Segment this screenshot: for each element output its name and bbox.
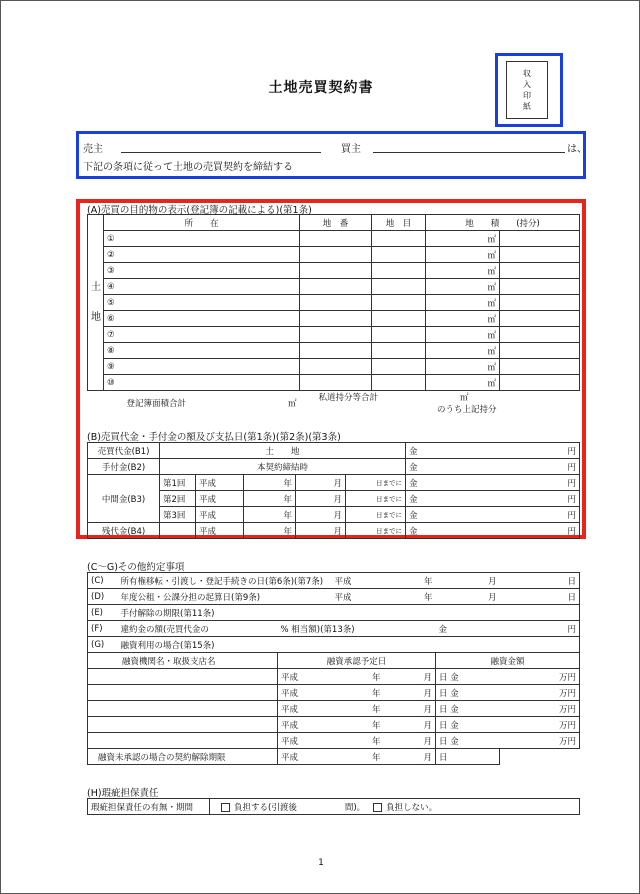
buyer-name-field[interactable] [373, 152, 565, 153]
revenue-stamp-box [506, 61, 548, 119]
deposit-row: 手付金(B2) 本契約締結時 金 円 [88, 459, 580, 475]
buyer-label: 買主 [341, 144, 361, 155]
section-a-heading: (A)売買の目的物の表示(登記簿の記載による)(第1条) [87, 205, 312, 216]
land-row: ⑧ ㎡ [88, 343, 580, 359]
loan-row: 平成 年 月 日 金 万円 [88, 685, 580, 701]
col-land-category: 地 目 [372, 215, 426, 231]
row-e: (E) 手付解除の期限(第11条) [88, 605, 580, 621]
stamp-char: 印 [523, 91, 531, 100]
loan-row: 平成 年 月 日 金 万円 [88, 733, 580, 749]
land-row: ④ ㎡ [88, 279, 580, 295]
balance-row: 残代金(B4) 平成 年 月 日までに 金 円 [88, 523, 580, 539]
stamp-char: 紙 [523, 102, 531, 111]
land-row: ② ㎡ [88, 247, 580, 263]
warranty-row: 瑕疵担保責任の有無・期間 負担する(引渡後 間)。 負担しない。 [88, 799, 580, 815]
loan-row: 平成 年 月 日 金 万円 [88, 717, 580, 733]
section-b-heading: (B)売買代金・手付金の額及び支払日(第1条)(第2条)(第3条) [87, 432, 341, 443]
warranty-no-checkbox[interactable] [373, 803, 382, 812]
seller-name-field[interactable] [121, 152, 321, 153]
section-h-table [87, 798, 579, 815]
land-row: ⑩ ㎡ [88, 375, 580, 391]
row-f: (F) 違約金の額(売買代金の % 相当額)(第13条) 金 円 [88, 621, 580, 637]
row-c: (C) 所有権移転・引渡し・登記手続きの日(第6条)(第7条) 平成 年 月 日 [88, 573, 580, 589]
section-h-heading: (H)瑕疵担保責任 [87, 788, 159, 799]
page-number: 1 [318, 858, 324, 868]
interim-row: 第3回 平成 年 月 日までに 金 円 [88, 507, 580, 523]
section-cg-table [87, 572, 579, 765]
parties-particle: は、 [567, 144, 587, 155]
land-row: ⑤ ㎡ [88, 295, 580, 311]
row-d: (D) 年度公租・公課分担の起算日(第9条) 平成 年 月 日 [88, 589, 580, 605]
land-row: ③ ㎡ [88, 263, 580, 279]
stamp-char: 収 [523, 69, 531, 78]
stamp-char: 入 [523, 80, 531, 89]
section-cg-heading: (C～G)その他約定事項 [87, 562, 185, 573]
interim-row: 第2回 平成 年 月 日までに 金 円 [88, 491, 580, 507]
land-row: ⑦ ㎡ [88, 327, 580, 343]
section-a-table [87, 214, 579, 415]
land-side-label: 土 地 [88, 215, 104, 391]
land-row: ① ㎡ [88, 231, 580, 247]
price-row: 売買代金(B1) 土 地 金 円 [88, 443, 580, 459]
parties-statement: 下記の条項に従って土地の売買契約を締結する [83, 162, 293, 173]
col-location: 所 在 [104, 215, 300, 231]
unapproved-row: 融資未承認の場合の契約解除期限 平成 年 月 日 [88, 749, 580, 765]
col-lot-number: 地 番 [300, 215, 372, 231]
land-row: ⑥ ㎡ [88, 311, 580, 327]
seller-label: 売主 [83, 144, 103, 155]
land-row: ⑨ ㎡ [88, 359, 580, 375]
warranty-yes-checkbox[interactable] [221, 803, 230, 812]
col-area: 地 積 (持分) [426, 215, 580, 231]
page-title: 土地売買契約書 [268, 80, 374, 96]
section-b-table [87, 442, 579, 539]
loan-row: 平成 年 月 日 金 万円 [88, 701, 580, 717]
loan-header-row: 融資機関名・取扱支店名 融資承認予定日 融資金額 [88, 653, 580, 669]
row-g: (G) 融資利用の場合(第15条) [88, 637, 580, 653]
loan-row: 平成 年 月 日 金 万円 [88, 669, 580, 685]
area-totals-row: 登記簿面積合計 ㎡ 私道持分等合計 ㎡ のうち上記持分 [126, 393, 497, 415]
interim-row: 中間金(B3) 第1回 平成 年 月 日までに 金 円 [88, 475, 580, 491]
